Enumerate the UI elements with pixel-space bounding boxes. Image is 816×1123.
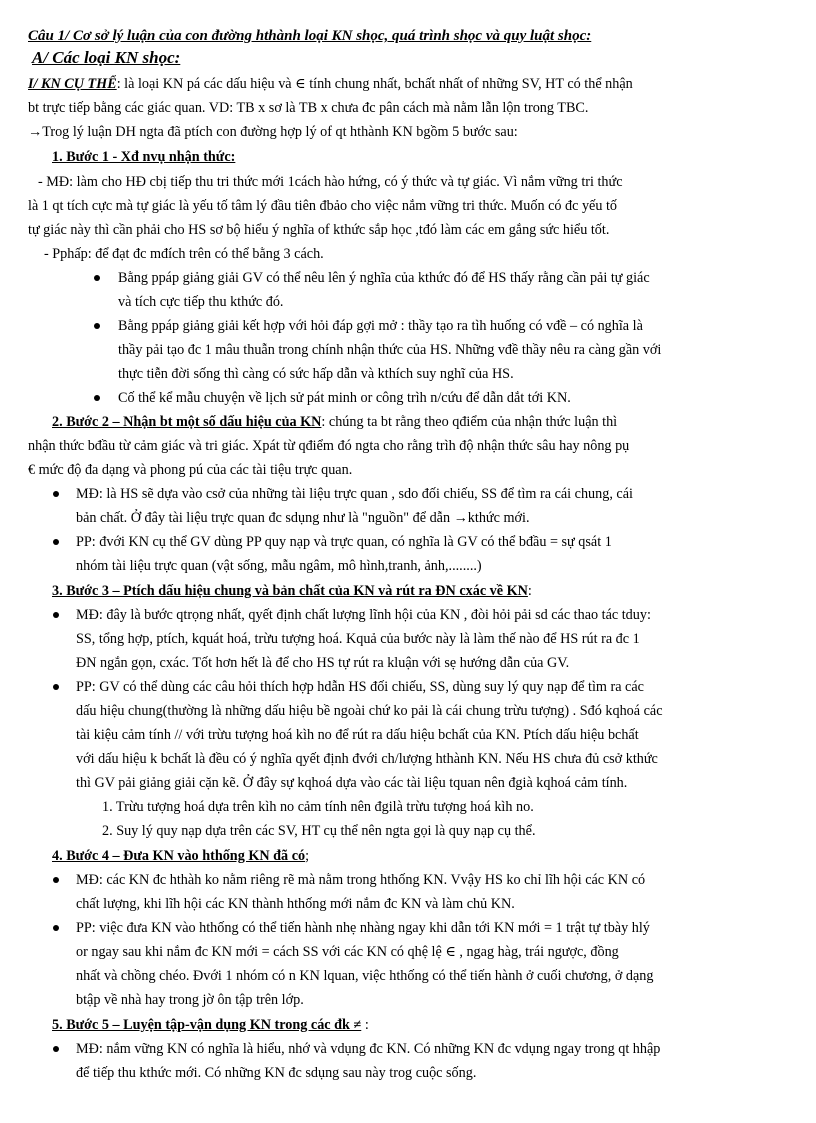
- paragraph-line: - Pphấp: để đạt đc mđích trên có thể bằng 3 cách.: [44, 246, 324, 262]
- list-item-continued: với dấu hiệu k bchất là đều có ý nghĩa qyết định đvới ch/lượng hthành KN. Nếu HS chưa đủ csở kthức: [76, 751, 658, 767]
- list-item: Bằng ppáp giảng giải kết hợp với hỏi đáp gợi mở : thầy tạo ra tìh huống có vđề – có nghĩa là: [118, 318, 643, 334]
- step-1-heading: 1. Bước 1 - Xđ nvụ nhận thức:: [52, 149, 236, 165]
- section-1-heading: I/ KN CỤ THỂ: [28, 76, 117, 92]
- bullet-icon: [53, 925, 59, 931]
- list-item-continued: thực tiễn đời sống thì càng có sức hấp dẫn và kthích suy nghĩ của HS.: [118, 366, 514, 382]
- paragraph-line: →Trog lý luận DH ngta đã ptích con đường hợp lý of qt hthành KN bgồm 5 bước sau:: [28, 124, 518, 140]
- numbered-item: 1. Trừu tượng hoá dựa trên kìh no cảm tính nên đgilà trừu tượng hoá kìh no.: [102, 799, 534, 815]
- bullet-icon: [53, 539, 59, 545]
- list-item: PP: việc đưa KN vào hthống có thể tiến hành nhẹ nhàng ngay khi dẫn tới KN mới = 1 trật tự tbày hlý: [76, 920, 650, 936]
- list-item-continued: chất lượng, khi lĩh hội các KN thành hthống mới nắm đc KN và làm chủ KN.: [76, 896, 515, 912]
- bullet-icon: [94, 323, 100, 329]
- bullet-icon: [94, 395, 100, 401]
- list-item: MĐ: là HS sẽ dựa vào csở của những tài liệu trực quan , sdo đối chiếu, SS để tìm ra cái chung, cái: [76, 486, 633, 502]
- paragraph-line: € mức độ đa dạng và phong pú của các tài tiệu trực quan.: [28, 462, 353, 478]
- list-item: PP: đvới KN cụ thể GV dùng PP quy nạp và trực quan, có nghĩa là GV có thể bđầu = sự qsát 1: [76, 534, 612, 550]
- section-a-heading: A/ Các loại KN shọc:: [32, 48, 181, 67]
- step-5-line: [52, 1015, 369, 1035]
- list-item: Cố thể kể mẫu chuyện về lịch sử pát minh or công trìh n/cứu để dẫn dắt tới KN.: [118, 390, 571, 406]
- paragraph-line: nhận thức bđầu từ cảm giác và tri giác. Xpát từ qđiểm đó ngta cho rằng trìh độ nhận thức sâu hay nông pụ: [28, 438, 630, 454]
- bullet-icon: [53, 877, 59, 883]
- concept-definition-line: [28, 74, 633, 94]
- paragraph-line: tự giác này thì cần phải cho HS sơ bộ hiểu ý nghĩa of kthức sắp học ,tđó làm các em gắng sức hiểu tốt.: [28, 222, 610, 238]
- list-item-continued: thầy pải tạo đc 1 mâu thuẫn trong chính nhận thức của HS. Những vđề thầy nêu ra càng gần với: [118, 342, 662, 358]
- bullet-icon: [53, 684, 59, 690]
- step-4-heading: 4. Bước 4 – Đưa KN vào hthống KN đã có: [52, 848, 306, 864]
- paragraph-text: ;: [305, 848, 310, 864]
- list-item-continued: tài kiệu cảm tính // với trừu tượng hoá kìh no để rút ra dấu hiệu bchất của KN. Ptích dấu hiệu bchất: [76, 727, 639, 743]
- step-2-line: [52, 412, 617, 432]
- list-item: MĐ: nắm vững KN có nghĩa là hiểu, nhớ và vdụng đc KN. Có những KN đc vdụng ngay trong qt hhập: [76, 1041, 661, 1057]
- paragraph-text: :: [527, 583, 532, 599]
- list-item: PP: GV có thể dùng các câu hỏi thích hợp hdẫn HS đối chiếu, SS, dùng suy lý quy nạp để tìm ra các: [76, 679, 644, 695]
- step-5-heading: 5. Bước 5 – Luyện tập-vận dụng KN trong các đk ≠: [52, 1017, 362, 1033]
- list-item-continued: bản chất. Ở đây tài liệu trực quan đc sdụng như là "nguồn" để dẫn →kthức mới.: [76, 510, 530, 526]
- step-3-heading: 3. Bước 3 – Ptích dấu hiệu chung và bản chất của KN và rút ra ĐN cxác về KN: [52, 583, 528, 599]
- paragraph-text: : là loại KN pá các dấu hiệu và ∈ tính chung nhất, bchất nhất of những SV, HT có thể nhận: [116, 76, 633, 92]
- list-item: MĐ: đây là bước qtrọng nhất, qyết định chất lượng lĩnh hội của KN , đòi hỏi pải sd các thao tác tduy:: [76, 607, 651, 623]
- step-3-line: [52, 581, 532, 601]
- paragraph-text: : chúng ta bt rằng theo qđiểm của nhận thức luận thì: [321, 414, 618, 430]
- list-item-continued: dấu hiệu chung(thường là những dấu hiệu bề ngoài chứ ko pải là cái chung trừu tượng) . Sđó kqhoá các: [76, 703, 663, 719]
- list-item-continued: nhất và chồng chéo. Đvới 1 nhóm có n KN lquan, việc hthống có thể tiến hành ở cuối chương, ở dạng: [76, 968, 654, 984]
- paragraph-line: - MĐ: làm cho HĐ cbị tiếp thu tri thức mới 1cách hào hứng, có ý thức và tự giác. Vì nắm vững tri thức: [38, 174, 623, 190]
- list-item-continued: nhóm tài liệu trực quan (vật sống, mẫu ngâm, mô hình,tranh, ảnh,........): [76, 558, 482, 574]
- list-item-continued: để tiếp thu kthức mới. Có những KN đc sdụng sau này trog cuộc sống.: [76, 1065, 477, 1081]
- step-4-line: [52, 846, 309, 866]
- list-item-continued: btập về nhà hay trong jờ ôn tập trên lớp.: [76, 992, 304, 1008]
- bullet-icon: [53, 1046, 59, 1052]
- list-item-continued: và tích cực tiếp thu kthức đó.: [118, 294, 284, 310]
- step-2-heading: 2. Bước 2 – Nhận bt một số dấu hiệu của KN: [52, 414, 322, 430]
- document-title: Câu 1/ Cơ sở lý luận của con đường hthành loại KN shọc, quá trình shọc và quy luật shọc:: [28, 28, 592, 44]
- bullet-icon: [53, 612, 59, 618]
- list-item-continued: ĐN ngắn gọn, cxác. Tốt hơn hết là để cho HS tự rút ra kluận với sẹ hướng dẫn của GV.: [76, 655, 570, 671]
- bullet-icon: [53, 491, 59, 497]
- numbered-item: 2. Suy lý quy nạp dựa trên các SV, HT cụ thể nên ngta gọi là quy nạp cụ thể.: [102, 823, 536, 839]
- list-item-continued: SS, tổng hợp, ptích, kquát hoá, trừu tượng hoá. Kquả của bước này là làm thế nào để HS rút ra đc 1: [76, 631, 640, 647]
- paragraph-line: là 1 qt tích cực mà tự giác là yếu tố tâm lý đầu tiên đbảo cho việc nắm vững tri thức. Muốn có đc yếu tố: [28, 198, 618, 214]
- paragraph-text: :: [361, 1017, 369, 1033]
- list-item-continued: thì GV pải giảng giải cặn kẽ. Ở đây sự kqhoá dựa vào các tài liệu tquan nên đgià kqhoá cảm tính.: [76, 775, 628, 791]
- list-item: MĐ: các KN đc hthàh ko nằm riêng rẽ mà nằm trong hthống KN. Vvậy HS ko chỉ lĩh hội các KN có: [76, 872, 646, 888]
- list-item-continued: or ngay sau khi nắm đc KN mới = cách SS với các KN có qhệ lệ ∈ , ngag hàg, trái ngược, đồng: [76, 944, 619, 960]
- paragraph-line: bt trực tiếp bằng các giác quan. VD: TB x sơ là TB x chưa đc pân cách mà nằm lẫn lộn trong TBC.: [28, 100, 589, 116]
- list-item: Bằng ppáp giảng giải GV có thể nêu lên ý nghĩa của kthức đó để HS thấy rằng cần pải tự giác: [118, 270, 650, 286]
- bullet-icon: [94, 275, 100, 281]
